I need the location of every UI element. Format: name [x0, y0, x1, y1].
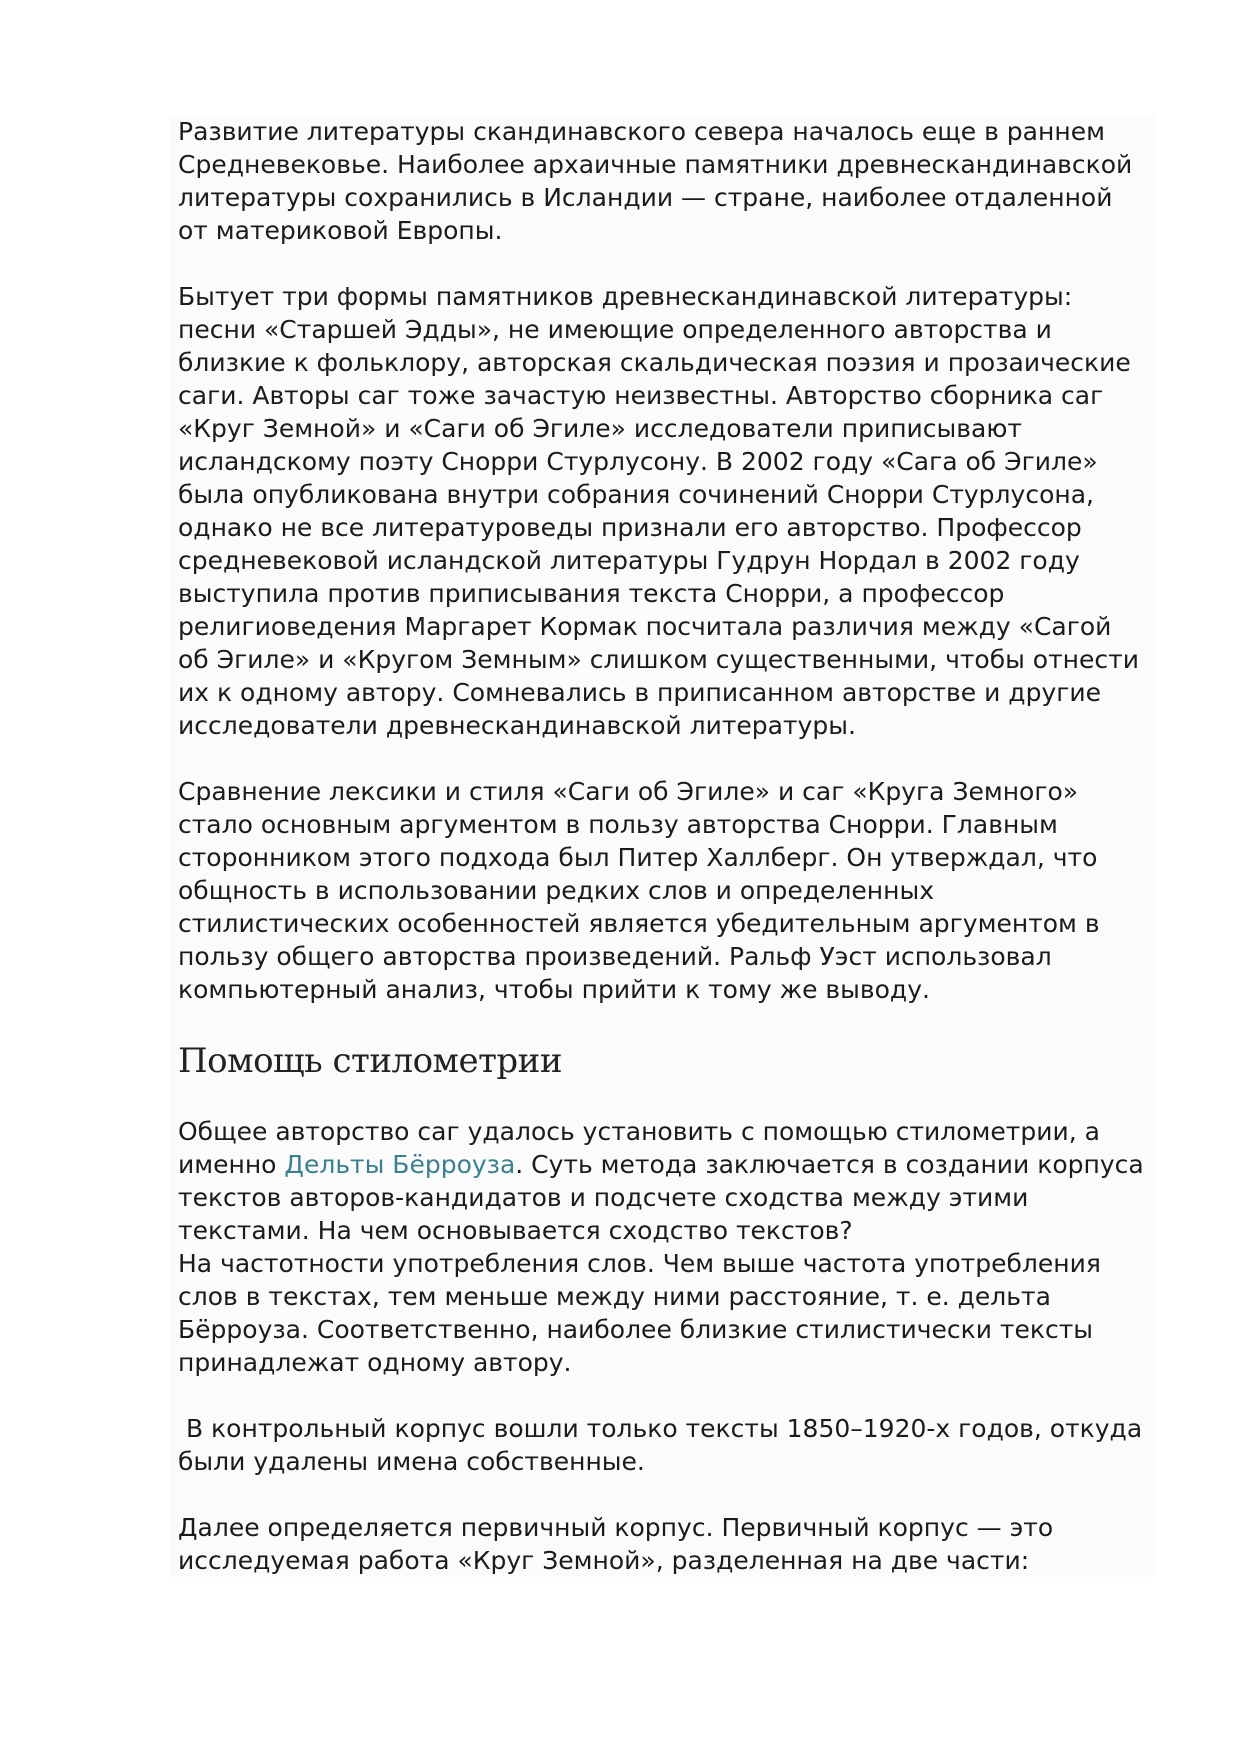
stylometry-text-before: Общее авторство саг удалось установить с помощью стилометрии, а именно — [178, 1117, 1100, 1179]
paragraph-intro: Развитие литературы скандинавского севера началось еще в раннем Средневековье. Наиболее архаичные памятники древнескандинавской литературы сохранились в Исландии — стране, наиболее отдаленной от материковой Европы. — [178, 117, 1133, 245]
paragraph-control-corpus: В контрольный корпус вошли только тексты 1850–1920-х годов, откуда были удалены имена собственные. — [178, 1414, 1143, 1476]
paragraph-comparison: Сравнение лексики и стиля «Саги об Эгиле» и саг «Круга Земного» стало основным аргументом в пользу авторства Снорри. Главным сторонником этого подхода был Питер Халлберг. Он утверждал, что общность в использовании редких слов и определенных стилистических особенностей является убедительным аргументом в пользу общего авторства произведений. Ральф Уэст использовал компьютерный анализ, чтобы прийти к тому же выводу. — [178, 777, 1100, 1004]
paragraph-primary-corpus: Далее определяется первичный корпус. Первичный корпус — это исследуемая работа «Круг Земной», разделенная на две части: — [178, 1513, 1054, 1575]
paragraph-forms: Бытует три формы памятников древнескандинавской литературы: песни «Старшей Эдды», не имеющие определенного авторства и близкие к фольклору, авторская скальдическая поэзия и прозаические саги. Авторы саг тоже зачастую неизвестны. Авторство сборника саг «Круг Земной» и «Саги об Эгиле» исследователи приписывают исландскому поэту Снорри Стурлусону. В 2002 году «Сага об Эгиле» была опубликована внутри собрания сочинений Снорри Стурлусона, однако не все литературоведы признали его авторство. Профессор средневековой исландской литературы Гудрун Нордал в 2002 году выступила против приписывания текста Снорри, а профессор религиоведения Маргарет Кормак посчитала различия между «Сагой об Эгиле» и «Кругом Земным» слишком существенными, чтобы отнести их к одному автору. Сомневались в приписанном авторстве и другие исследователи древнескандинавской литературы. — [178, 282, 1139, 740]
section-heading: Помощь стилометрии — [178, 1041, 563, 1081]
article-body — [170, 115, 1155, 1577]
paragraph-stylometry — [178, 1115, 1147, 1247]
burrows-delta-link[interactable]: Дельты Бёрроуза — [284, 1150, 516, 1179]
stylometry-text-after: . Суть метода заключается в создании корпуса текстов авторов-кандидатов и подсчете сходства между этими текстами. На чем основывается сходство текстов? — [178, 1150, 1144, 1245]
paragraph-frequency: На частотности употребления слов. Чем выше частота употребления слов в текстах, тем меньше между ними расстояние, т. е. дельта Бёрроуза. Соответственно, наиболее близкие стилистически тексты принадлежат одному автору. — [178, 1249, 1101, 1377]
